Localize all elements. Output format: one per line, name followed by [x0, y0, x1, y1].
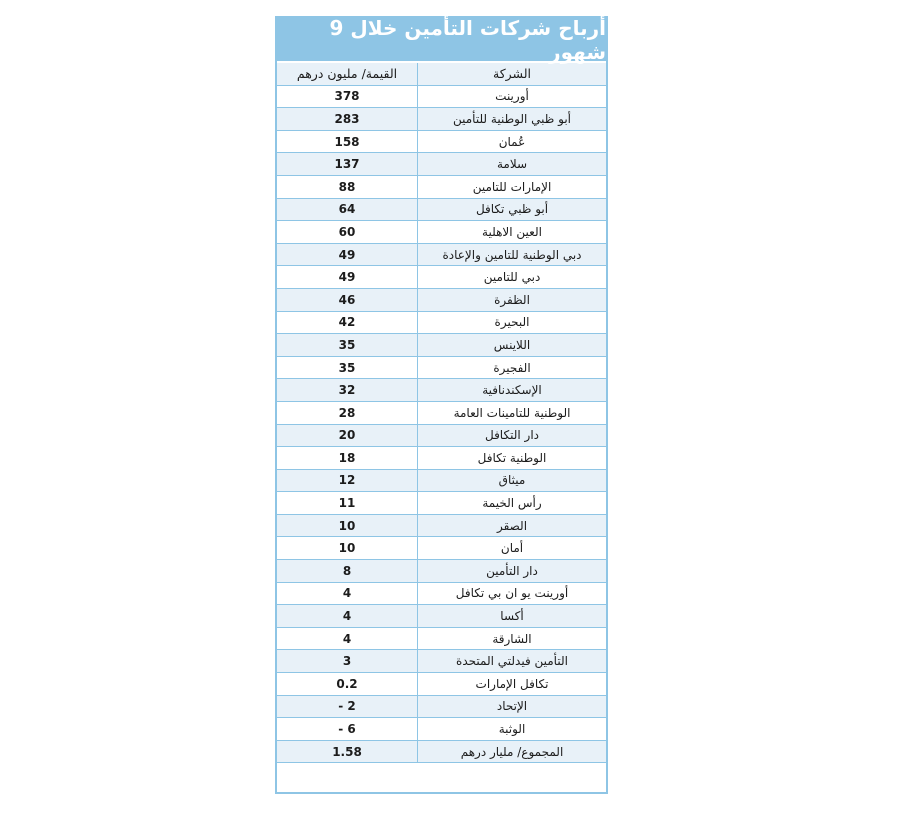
profit-value: 11: [277, 492, 418, 515]
table-row: [277, 85, 606, 108]
company-name: الفجيرة: [418, 356, 607, 379]
table-row: [277, 673, 606, 696]
company-name: دبي للتامين: [418, 266, 607, 289]
table-row: [277, 221, 606, 244]
profit-value: 35: [277, 334, 418, 357]
profit-value: 18: [277, 447, 418, 470]
profit-value: 3: [277, 650, 418, 673]
company-name: الإمارات للتامين: [418, 175, 607, 198]
table-row: [277, 718, 606, 741]
table-row: [277, 356, 606, 379]
company-name: العين الاهلية: [418, 221, 607, 244]
company-name: رأس الخيمة: [418, 492, 607, 515]
table-row: [277, 605, 606, 628]
company-name: الوطنية تكافل: [418, 447, 607, 470]
company-name: التأمين فيدلتي المتحدة: [418, 650, 607, 673]
table-row: [277, 334, 606, 357]
table-row: [277, 469, 606, 492]
company-name: أورينت يو ان بي تكافل: [418, 582, 607, 605]
table-row: [277, 514, 606, 537]
table-row: [277, 175, 606, 198]
company-name: الإتحاد: [418, 695, 607, 718]
profit-value: 60: [277, 221, 418, 244]
company-name: الشارقة: [418, 627, 607, 650]
profit-value: 28: [277, 401, 418, 424]
profit-value: 283: [277, 108, 418, 131]
company-name: ميثاق: [418, 469, 607, 492]
table-row: [277, 108, 606, 131]
company-name: اللاينس: [418, 334, 607, 357]
profit-value: 12: [277, 469, 418, 492]
profit-value: 0.2: [277, 673, 418, 696]
company-name: البحيرة: [418, 311, 607, 334]
profit-value: 4: [277, 605, 418, 628]
company-name: الوثبة: [418, 718, 607, 741]
profit-value: 378: [277, 85, 418, 108]
company-name: دار التأمين: [418, 560, 607, 583]
company-name: أمان: [418, 537, 607, 560]
table-row: [277, 492, 606, 515]
company-name: أبو ظبي تكافل: [418, 198, 607, 221]
table-row: [277, 424, 606, 447]
profit-value: 1.58: [277, 740, 418, 763]
header-row: [277, 63, 606, 85]
company-name: دبي الوطنية للتامين والإعادة: [418, 243, 607, 266]
company-name: أورينت: [418, 85, 607, 108]
table-row: [277, 288, 606, 311]
table-row: [277, 695, 606, 718]
table-row: [277, 537, 606, 560]
profit-value: 35: [277, 356, 418, 379]
company-name: الإسكندنافية: [418, 379, 607, 402]
table-row: [277, 447, 606, 470]
profit-value: 137: [277, 153, 418, 176]
profit-value: 8: [277, 560, 418, 583]
header-value: القيمة/ مليون درهم: [277, 63, 418, 85]
table-row: [277, 130, 606, 153]
table-row: [277, 650, 606, 673]
profit-value: 158: [277, 130, 418, 153]
company-name: دار التكافل: [418, 424, 607, 447]
profit-value: - 2: [277, 695, 418, 718]
company-name: أكسا: [418, 605, 607, 628]
table-row: [277, 311, 606, 334]
table-row: [277, 379, 606, 402]
profit-value: 88: [277, 175, 418, 198]
profit-value: 46: [277, 288, 418, 311]
profit-value: 32: [277, 379, 418, 402]
header-company: الشركة: [418, 63, 607, 85]
profit-value: 20: [277, 424, 418, 447]
company-name: الظفرة: [418, 288, 607, 311]
company-name: أبو ظبي الوطنية للتأمين: [418, 108, 607, 131]
company-name: تكافل الإمارات: [418, 673, 607, 696]
profit-value: - 6: [277, 718, 418, 741]
table-row: [277, 243, 606, 266]
table-row: [277, 266, 606, 289]
company-name: المجموع/ مليار درهم: [418, 740, 607, 763]
profits-table: [277, 63, 606, 763]
profit-value: 4: [277, 627, 418, 650]
profit-value: 10: [277, 514, 418, 537]
profit-value: 49: [277, 243, 418, 266]
company-name: سلامة: [418, 153, 607, 176]
table-row: [277, 560, 606, 583]
table-row: [277, 582, 606, 605]
profit-value: 4: [277, 582, 418, 605]
profit-value: 49: [277, 266, 418, 289]
table-row: [277, 153, 606, 176]
table-title: أرباح شركات التأمين خلال 9 شهور: [277, 18, 606, 61]
profit-value: 10: [277, 537, 418, 560]
profit-value: 64: [277, 198, 418, 221]
company-name: الوطنية للتامينات العامة: [418, 401, 607, 424]
table-row: [277, 740, 606, 763]
company-name: عُمان: [418, 130, 607, 153]
company-name: الصقر: [418, 514, 607, 537]
profit-value: 42: [277, 311, 418, 334]
table-row: [277, 627, 606, 650]
table-row: [277, 198, 606, 221]
profits-table-panel: [275, 16, 608, 794]
table-row: [277, 401, 606, 424]
